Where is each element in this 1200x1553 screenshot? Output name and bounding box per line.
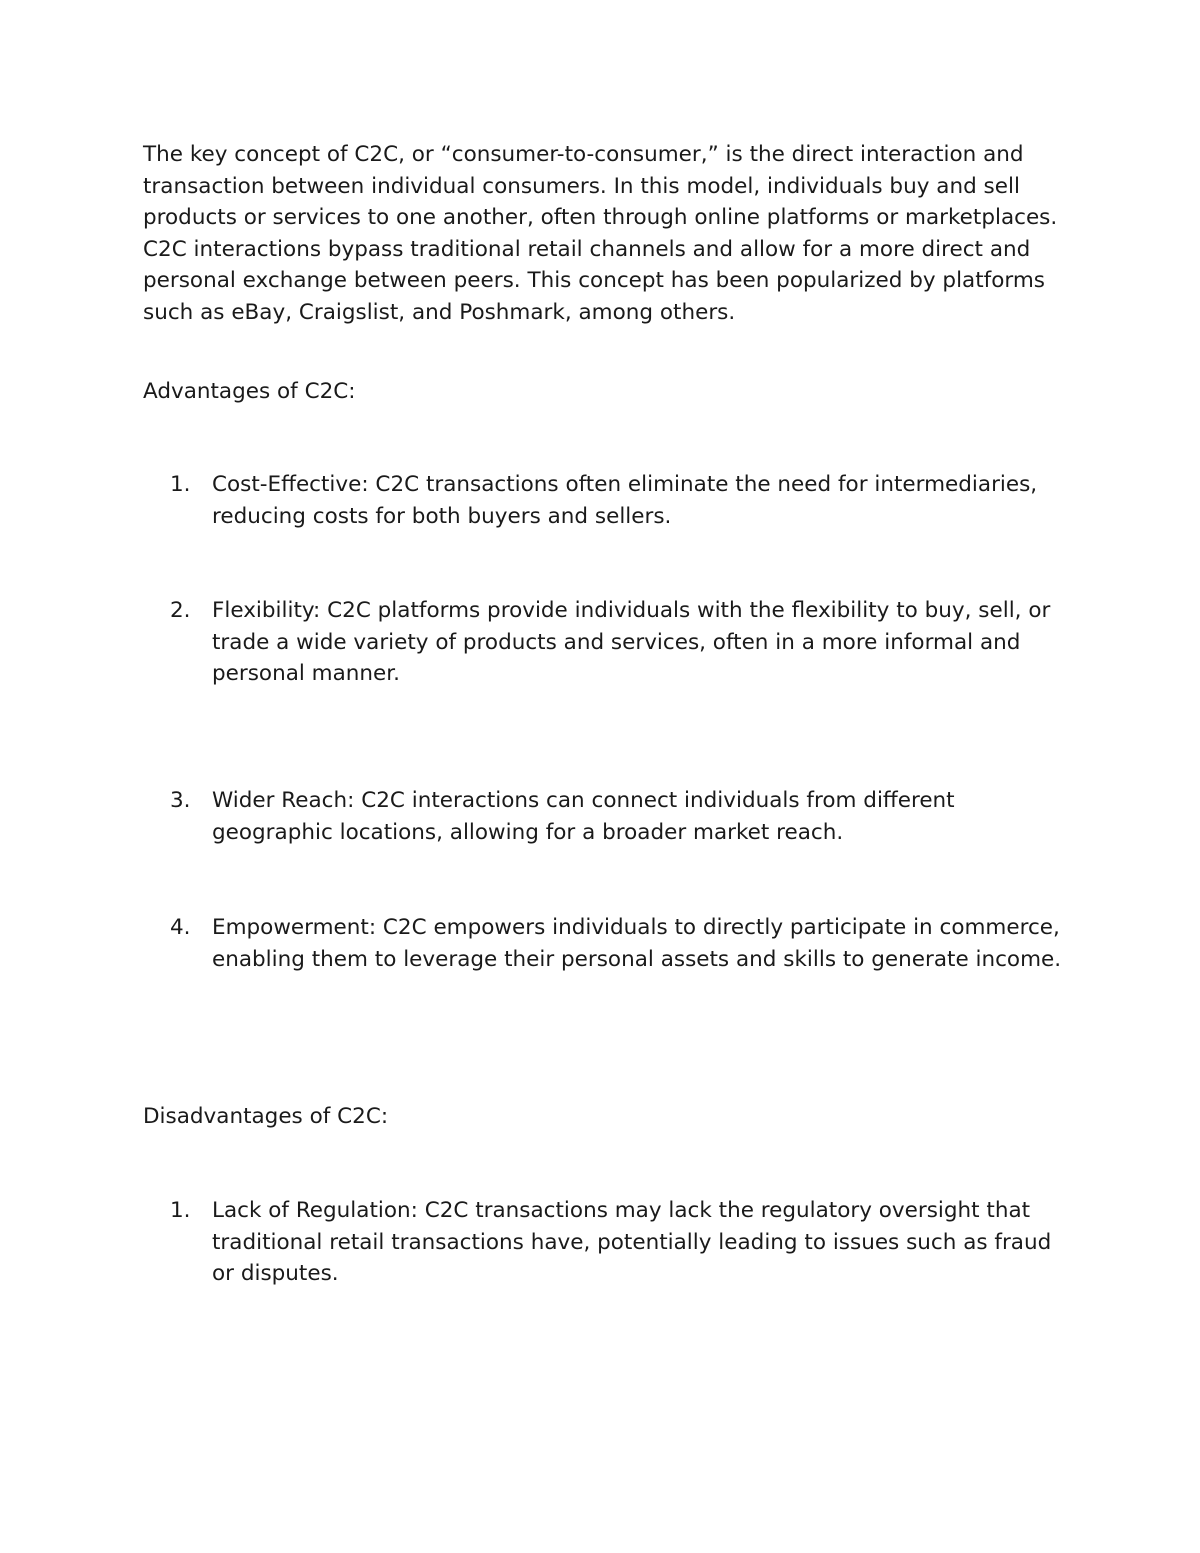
list-item-text: Wider Reach: C2C interactions can connect individuals from different geographic locations, allowing for a broader market reach. xyxy=(212,788,955,845)
intro-paragraph: The key concept of C2C, or “consumer-to-consumer,” is the direct interaction and transaction between individual consumers. In this model, individuals buy and sell products or services to one another, often through online platforms or marketplaces. C2C interactions bypass traditional retail channels and allow for a more direct and personal exchange between peers. This concept has been popularized by platforms such as eBay, Craigslist, and Poshmark, among others. xyxy=(143,142,1058,325)
disadvantage-item-1 xyxy=(170,1195,1070,1290)
advantage-item-1 xyxy=(170,469,1070,532)
list-number: 3. xyxy=(170,788,191,813)
advantage-item-2 xyxy=(170,595,1070,690)
disadvantages-heading: Disadvantages of C2C: xyxy=(143,1104,389,1129)
list-number: 2. xyxy=(170,598,191,623)
list-item-text: Empowerment: C2C empowers individuals to directly participate in commerce, enabling them to leverage their personal assets and skills to generate income. xyxy=(212,915,1062,972)
list-number: 1. xyxy=(170,472,191,497)
list-item-text: Lack of Regulation: C2C transactions may lack the regulatory oversight that traditional retail transactions have, potentially leading to issues such as fraud or disputes. xyxy=(212,1198,1052,1286)
advantage-item-3 xyxy=(170,785,1070,848)
advantage-item-4 xyxy=(170,912,1070,975)
advantages-heading: Advantages of C2C: xyxy=(143,379,356,404)
list-number: 1. xyxy=(170,1198,191,1223)
list-item-text: Flexibility: C2C platforms provide individuals with the flexibility to buy, sell, or trade a wide variety of products and services, often in a more informal and personal manner. xyxy=(212,598,1051,686)
list-item-text: Cost-Effective: C2C transactions often eliminate the need for intermediaries, reducing costs for both buyers and sellers. xyxy=(212,472,1038,529)
list-number: 4. xyxy=(170,915,191,940)
